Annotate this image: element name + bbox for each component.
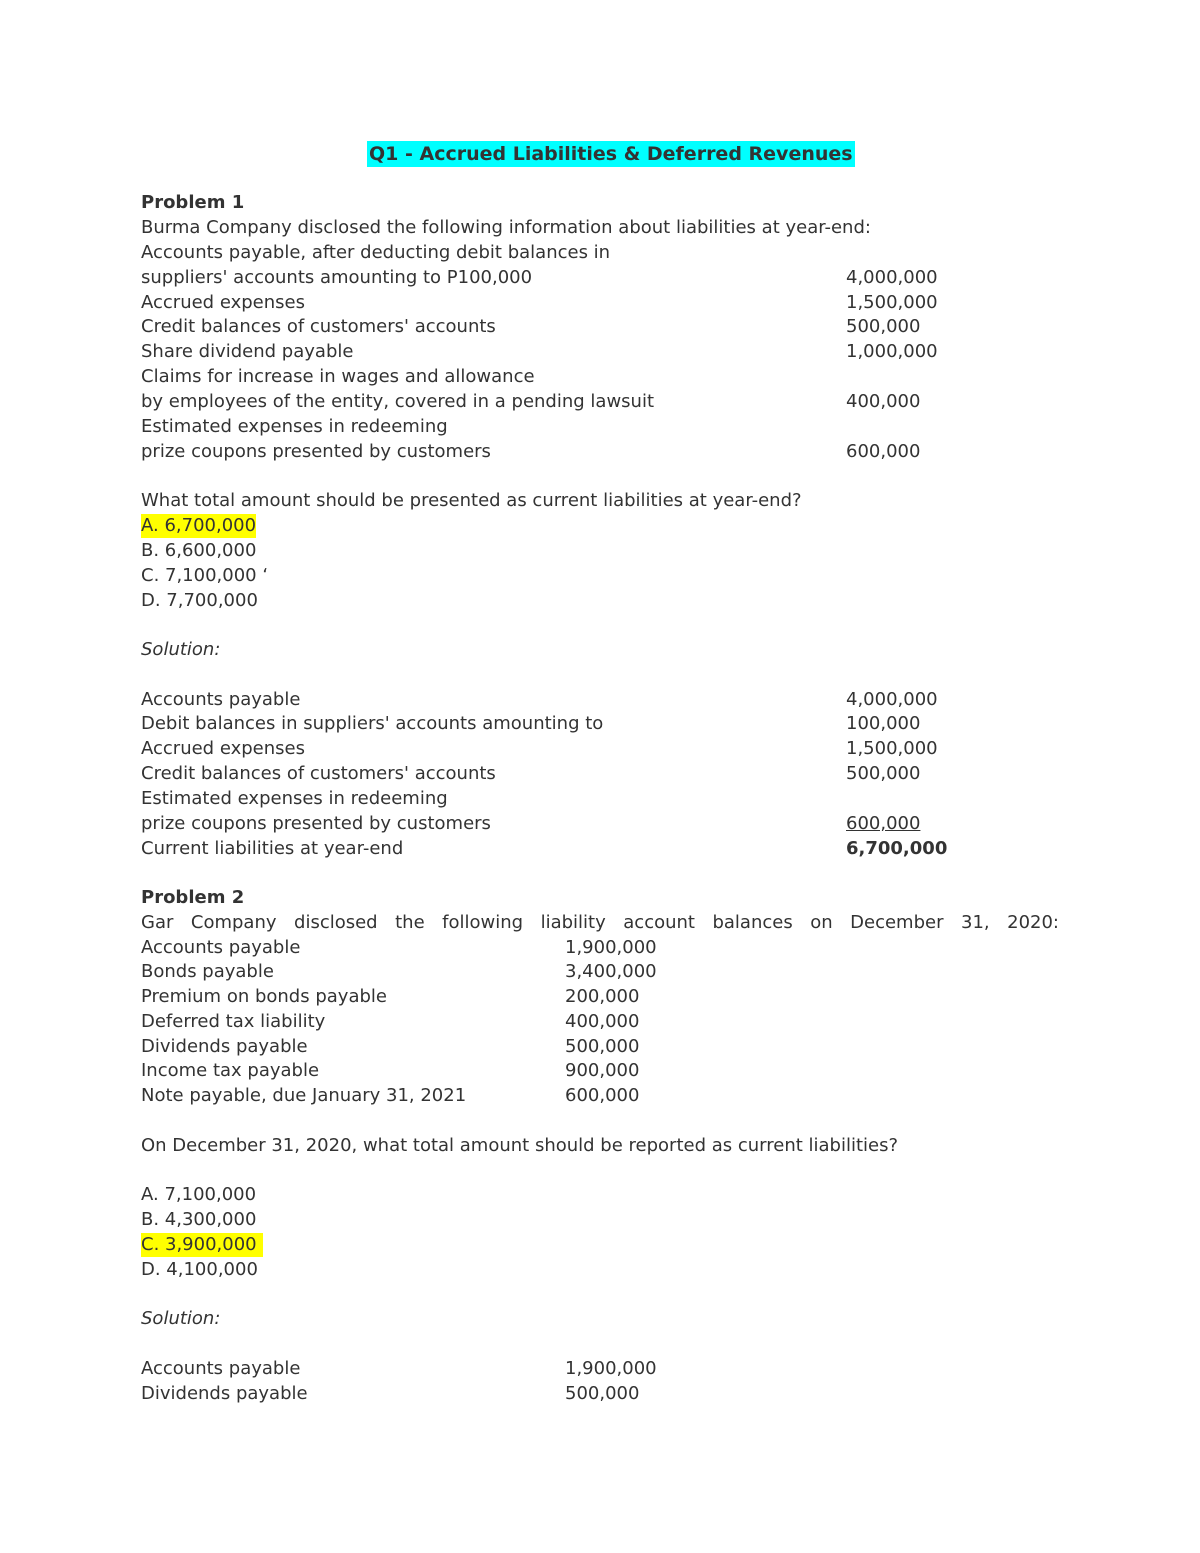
problem2-item-value: 600,000 <box>565 1085 640 1106</box>
problem1-item-label: Credit balances of customers' accounts <box>141 316 496 337</box>
problem1-solution-value: 500,000 <box>846 763 921 784</box>
problem2-item-value: 900,000 <box>565 1060 640 1081</box>
problem1-solution-label-row: Debit balances in suppliers' accounts amounting to <box>141 713 604 734</box>
problem2-choice-d: D. 4,100,000 <box>141 1259 258 1280</box>
problem1-solution-label-row: Accounts payable <box>141 689 301 710</box>
problem1-choice-a-correct: A. 6,700,000 <box>141 515 257 536</box>
problem2-solution-value: 500,000 <box>565 1383 640 1404</box>
problem1-item-label: Claims for increase in wages and allowance <box>141 366 535 387</box>
problem1-item-label: by employees of the entity, covered in a pending lawsuit <box>141 391 655 412</box>
problem1-solution-label-row: Accrued expenses <box>141 738 305 759</box>
problem2-choice-b: B. 4,300,000 <box>141 1209 257 1230</box>
problem2-item-label: Accounts payable <box>141 937 301 958</box>
problem2-item-value: 3,400,000 <box>565 961 657 982</box>
problem1-item-label: Accrued expenses <box>141 292 305 313</box>
problem1-solution-value: 4,000,000 <box>846 689 938 710</box>
problem1-item-value: 4,000,000 <box>846 267 938 288</box>
problem1-heading: Problem 1 <box>141 192 245 213</box>
problem1-item-label: Accounts payable, after deducting debit balances in <box>141 242 611 263</box>
document-title: Q1 - Accrued Liabilities & Deferred Revenues <box>369 143 853 165</box>
problem1-solution-value-underlined: 600,000 <box>846 813 921 834</box>
problem1-item-value: 1,500,000 <box>846 292 938 313</box>
problem2-item-value: 1,900,000 <box>565 937 657 958</box>
problem1-item-label: suppliers' accounts amounting to P100,000 <box>141 267 533 288</box>
problem1-item-value: 1,000,000 <box>846 341 938 362</box>
problem1-solution-label: Solution: <box>141 639 221 660</box>
problem1-item-value: 400,000 <box>846 391 921 412</box>
problem2-item-label: Premium on bonds payable <box>141 986 387 1007</box>
problem1-item-value: 500,000 <box>846 316 921 337</box>
problem2-intro: Gar Company disclosed the following liability account balances on December 31, 2020: <box>141 912 1059 933</box>
problem2-item-label: Income tax payable <box>141 1060 320 1081</box>
problem2-item-value: 400,000 <box>565 1011 640 1032</box>
problem2-solution-label-row: Accounts payable <box>141 1358 301 1379</box>
problem2-item-label: Bonds payable <box>141 961 274 982</box>
problem1-intro: Burma Company disclosed the following information about liabilities at year-end: <box>141 217 871 238</box>
problem1-solution-label-row: Credit balances of customers' accounts <box>141 763 496 784</box>
problem1-solution-label-row: prize coupons presented by customers <box>141 813 491 834</box>
problem2-item-label: Dividends payable <box>141 1036 308 1057</box>
problem1-solution-value: 100,000 <box>846 713 921 734</box>
problem1-solution-total-value: 6,700,000 <box>846 838 948 859</box>
problem1-choice-c: C. 7,100,000 ‘ <box>141 565 269 586</box>
problem2-item-label: Deferred tax liability <box>141 1011 326 1032</box>
problem1-item-label: Estimated expenses in redeeming <box>141 416 448 437</box>
problem1-solution-value: 1,500,000 <box>846 738 938 759</box>
problem1-solution-label-row: Estimated expenses in redeeming <box>141 788 448 809</box>
problem2-item-value: 500,000 <box>565 1036 640 1057</box>
problem1-solution-total-label: Current liabilities at year-end <box>141 838 404 859</box>
problem1-item-label: Share dividend payable <box>141 341 354 362</box>
problem2-choice-a: A. 7,100,000 <box>141 1184 257 1205</box>
problem1-item-label: prize coupons presented by customers <box>141 441 491 462</box>
problem2-question: On December 31, 2020, what total amount should be reported as current liabilities? <box>141 1135 899 1156</box>
problem2-choice-c-correct: C. 3,900,000 <box>141 1233 263 1257</box>
problem2-item-value: 200,000 <box>565 986 640 1007</box>
problem1-item-value: 600,000 <box>846 441 921 462</box>
problem1-choice-b: B. 6,600,000 <box>141 540 257 561</box>
problem2-heading: Problem 2 <box>141 887 245 908</box>
problem1-choice-d: D. 7,700,000 <box>141 590 258 611</box>
problem2-solution-label: Solution: <box>141 1308 221 1329</box>
problem2-solution-value: 1,900,000 <box>565 1358 657 1379</box>
problem2-item-label: Note payable, due January 31, 2021 <box>141 1085 467 1106</box>
problem2-solution-label-row: Dividends payable <box>141 1383 308 1404</box>
problem1-question: What total amount should be presented as current liabilities at year-end? <box>141 490 802 511</box>
